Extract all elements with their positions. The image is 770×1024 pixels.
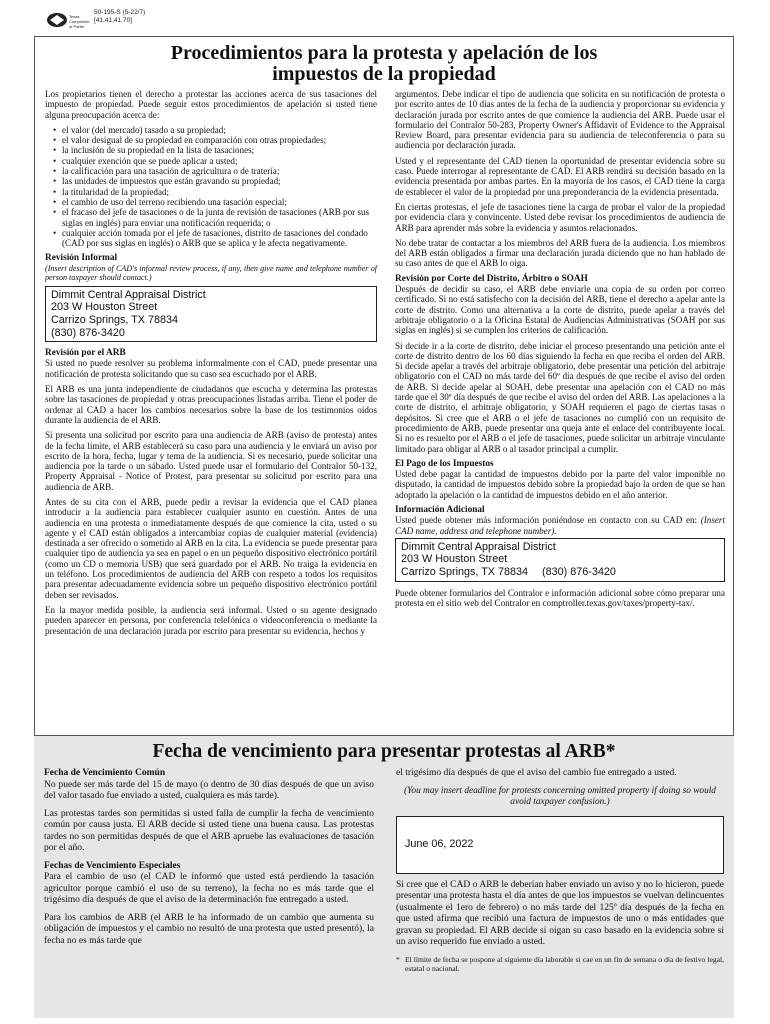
cad-address-box [45, 286, 377, 342]
comptroller-info-paragraph: Puede obtener formularios del Contralor e información adicional sobre cómo preparar una protesta en el sitio web del Contralor en comptroller.texas.gov/taxes/property-tax/. [395, 587, 725, 608]
arb-review-heading: Revisión por el ARB [45, 348, 126, 359]
additional-info-text: Usted puede obtener más información poniéndose en contacto con su CAD en: [395, 515, 698, 526]
court-paragraph: Si decide ir a la corte de distrito, debe iniciar el proceso presentando una petición ante el corte de distrito dentro de los 60 días siguiendo la fecha en que reciba el orden del ARB. Si decide apelar a través del arbitraje obligatorio, debe presentar una petición del arbitraje obligatorio con el CAD no más tarde del 60º día después de que recibe el aviso del orden de ARB. Si decide apelar al SOAH, debe presentar una apelación con el CAD no más tarde que el 30º día después de que recibe el aviso del orden del ARB. Las apelaciones a la corte de distrito, el arbitraje obligatorio, y SOAH requieren el pago de ciertas tasas o depósitos. Si cree que el ARB o el jefe de tasaciones no cumplió con un requisito de procedimiento de ARB, puede presentar una queja ante el enlace del contribuyente local. Si no es resuelto por el ARB o el jefe de tasaciones, puede solicitar un arbitraje vinculante limitado para obligar al ARB o al tasador principal a cumplir. [395, 340, 725, 454]
concern-item: • el fracaso del jefe de tasaciones o de la junta de revisión de tasaciones (ARB por sus siglas en inglés) para enviar una notificación requerida; o [53, 207, 377, 228]
svg-text:of Public: of Public [69, 24, 85, 29]
arb-paragraph: El ARB es una junta independiente de ciudadanos que escucha y determina las protestas sobre las tasaciones de propiedad y otras preocupaciones listadas arriba. Tiene el poder de ordenar al CAD a hacer los cambios necesarios sobre la base de los testimonios oídos durante la audiencia de el ARB. [45, 384, 377, 425]
footnote-text: El límite de fecha se pospone al siguiente día laborable si cae en un fin de semana o día de festivo legal, estatal o nacional. [405, 954, 724, 973]
cad-city: Carrizo Springs, TX 78834 [51, 313, 179, 326]
svg-text:Comptroller: Comptroller [69, 19, 90, 24]
cad-contact-box [395, 538, 725, 582]
arb-paragraph: Si presenta una solicitud por escrito para una audiencia de ARB (aviso de protesta) antes de la fecha límite, el ARB establecerá su caso para una audiencia y le enviará un aviso por escrito de la hora, fecha, lugar y tema de la audiencia. Si es necesario, puede solicitar una audiencia por la tarde o un sábado. Usted puede usar el formulario del Contralor 50-132, Property Appraisal - Notice of Protest, para presentar su solicitud por escrito para una audiencia de ARB. [45, 430, 377, 492]
cad-city: Carrizo Springs, TX 78834 [401, 566, 529, 579]
page-title-line2: impuestos de la propiedad [272, 63, 496, 85]
hearing-paragraph: Usted y el representante del CAD tienen la oportunidad de presentar evidencia sobre su caso. Puede interrogar al representante de CAD. El ARB rendirá su decisión basado en la evidencia presentada por ambas partes. En la mayoría de los casos, el CAD tiene la carga de establecer el valor de la propiedad por una preponderancia de la evidencia presentada. [395, 155, 725, 197]
footnote-marker: * [396, 954, 400, 964]
svg-text:Texas: Texas [69, 14, 80, 19]
right-column [395, 89, 725, 613]
hearing-paragraph: En ciertas protestas, el jefe de tasaciones tiene la carga de probar el valor de la propiedad por evidencia clara y convincente. Usted debe revisar los procedimientos de audiencia de ARB para aprender más sobre la evidencia y asuntos relacionados. [395, 201, 725, 233]
cad-phone: (830) 876-3420 [51, 326, 125, 339]
court-paragraph: Después de decidir su caso, el ARB debe enviarle una copia de su orden por correo certificado. Si no está satisfecho con la decisión del ARB, tiene el derecho a apelar ante la corte de distrito. Como una alternativa a la corte de distrito, puede apelar a través del arbitraje obligatorio o a la Oficina Estatal de Audiencias Administrativas (SOAH por sus siglas en inglés) si se cumplen los criterios de calificación. [395, 284, 725, 336]
cad-name: Dimmit Central Appraisal District [51, 288, 206, 301]
concern-item: • el cambio de uso del terreno recibiendo una tasación especial; [53, 197, 377, 207]
additional-info-heading: Información Adicional [395, 504, 485, 515]
cad-street: 203 W Houston Street [51, 301, 158, 314]
tax-payment-paragraph: Usted debe pagar la cantidad de impuestos debido por la parte del valor imponible no disputado, la cantidad de impuestos debido sobre la propiedad bajo la orden de que se han adoptado la apelación o la cantidad de impuestos debido en el año anterior. [395, 469, 725, 500]
procedures-section [34, 36, 734, 736]
page-title [35, 43, 733, 85]
omitted-property-note: (You may insert deadline for protests concerning omitted property if doing so would avoid taxpayer confusion.) [404, 785, 716, 807]
intro-paragraph: Los propietarios tienen el derecho a protestar las acciones acerca de sus tasaciones del impuesto de propiedad. Puede seguir estos procedimientos de apelación si usted tiene alguna preocupación acerca de: [45, 89, 377, 120]
special-deadline-continued: el trigésimo día después de que el aviso del cambio fue entregado a usted. [396, 768, 677, 778]
additional-info-note: (Insert CAD name, address and telephone number). [395, 515, 725, 536]
hearing-paragraph: argumentos. Debe indicar el tipo de audiencia que solicita en su notificación de protesta o por escrito antes de 10 días antes de la fecha de la audiencia y proporcionar su evidencia y declaración jurada por escrito antes de que comience la audiencia del ARB. Puede usar el formulario del Contralor 50-283, Property Owner's Affidavit of Evidence to the Appraisal Review Board, para presentar evidencia para su audiencia de teleconferencia o para su audiencia por declaración jurada. [395, 89, 725, 151]
form-code: [41.41,41.70] [94, 17, 132, 24]
deadline-title: Fecha de vencimiento para presentar protestas al ARB* [152, 741, 616, 762]
late-protest-paragraph: Las protestas tardes son permitidas si usted falla de cumplir la fecha de vencimiento común por causa justa. El ARB decide si usted tiene una buena causa. Las protestas tardes no son permitidas después de que el ARB apruebe las evaluaciones de tasación por el año. [44, 808, 374, 853]
left-column [45, 89, 377, 641]
concern-item: • cualquier acción tomada por el jefe de tasaciones, distrito de tasaciones del condado (CAD por sus siglas en inglés) o ARB que se aplica y le afecta negativamente. [53, 228, 377, 249]
deadline-section [34, 736, 734, 1018]
deadline-date-box [396, 816, 724, 874]
concern-item: • cualquier exención que se puede aplicar a usted; [53, 156, 377, 166]
hearing-paragraph: No debe tratar de contactar a los miembros del ARB fuera de la audiencia. Los miembros del ARB están obligados a firmar una declaración jurada diciendo que no han hablado de su caso antes de que el ARB lo oiga. [395, 237, 725, 269]
special-deadline-heading: Fechas de Vencimiento Especiales [44, 860, 181, 871]
cad-street: 203 W Houston Street [401, 553, 508, 566]
special-deadline-paragraph: Para el cambio de uso (el CAD le informó que usted está perdiendo la tasación agricultor porque cambió el uso de su terreno), la fecha no es más tarde que el trigésimo día después de que el aviso de la determinación fue entregado a usted. [44, 872, 374, 905]
cad-phone: (830) 876-3420 [542, 566, 616, 579]
form-number-block [94, 9, 145, 25]
arb-paragraph: En la mayor medida posible, la audiencia será informal. Usted o su agente designado pueden aparecer en persona, por conferencia telefónica o videoconferencia o mediante la presentación de una declaración jurada por escrito para presentar su evidencia, hechos y [45, 604, 377, 636]
cad-name: Dimmit Central Appraisal District [401, 540, 556, 553]
concern-list [53, 125, 377, 249]
deadline-left-column [44, 768, 374, 953]
cad-city-phone-row [401, 566, 719, 579]
concern-item: • la calificación para una tasación de agricultura o de tratería; [53, 166, 377, 176]
tax-payment-heading: El Pago de los Impuestos [395, 458, 494, 469]
court-review-heading: Revisión por Corte del Distrito, Árbitro o SOAH [395, 273, 588, 284]
concern-item: • la titularidad de la propiedad; [53, 187, 377, 197]
common-deadline-heading: Fecha de Vencimiento Común [44, 768, 166, 778]
concern-item: • la inclusión de su propiedad en la lista de tasaciones; [53, 145, 377, 155]
common-deadline-paragraph: No puede ser más tarde del 15 de mayo (o dentro de 30 días después de que un aviso del valor tasado fue enviado a usted, cualquiera es más tarde). [44, 779, 374, 801]
informal-review-heading: Revisión Informal [45, 253, 118, 264]
additional-info-paragraph [395, 515, 725, 536]
arb-paragraph: Si usted no puede resolver su problema informalmente con el CAD, puede presentar una notificación de protesta solicitando que su caso sea escuchado por el ARB. [45, 358, 377, 379]
informal-review-note: (Insert description of CAD's informal review process, if any, then give name and telephone number of person taxpayer should contact.) [45, 263, 377, 283]
missing-notice-paragraph: Si cree que el CAD o ARB le deberían haber enviado un aviso y no lo hicieron, puede presentar una protesta hasta el día antes de que los impuestos se vuelvan delincuentes (usualmente el 1ero de febrero) o no más tarde del 125º día después de la fecha en que usted afirma que recibió una factura de impuestos de uno o más entidades que gravan su propiedad. El ARB decide si oigan su caso basado en la evidencia sobre si un aviso requerido fue enviado a usted. [396, 879, 724, 947]
deadline-footnote [396, 955, 724, 973]
deadline-right-column [396, 768, 724, 973]
concern-item: • el valor (del mercado) tasado a su propiedad; [53, 125, 377, 135]
concern-item: • las unidades de impuestos que están gravando su propiedad; [53, 176, 377, 186]
concern-item: • el valor desigual de su propiedad en comparación con otras propiedades; [53, 135, 377, 145]
comptroller-logo [46, 10, 90, 30]
special-deadline-paragraph: Para los cambios de ARB (el ARB le ha informado de un cambio que aumenta su obligación de impuestos y el cambio no resultó de una protesta que usted presentó), la fecha no es más tarde que [44, 912, 374, 946]
form-number: 50-195-S (5-22/7) [94, 9, 146, 16]
arb-paragraph: Antes de su cita con el ARB, puede pedir a revisar la evidencia que el CAD planea introducir a la audiencia para establecer cualquier asunto en cuestión. Antes de una audiencia en una protesta o inmediatamente después de que comience la cita, usted o su agente y el CAD están obligados a intercambiar copias de cualquier material (evidencia) destinada a ser ofrecido o sometido al ARB en la cita. La evidencia se puede presentar para cualquier tipo de audiencia ya sea en papel o en un pequeño dispositivo electrónico portátil (como un CD o memoria USB) que será guardado por el ARB. No traiga la evidencia en un teléfono. Los procedimientos de audiencia del ARB con respeto a todos los requisitos para presentar adecuadamente evidencia sobre un pequeño dispositivo electrónico portátil deben ser revisados. [45, 496, 377, 600]
deadline-date: June 06, 2022 [405, 837, 474, 850]
page-title-line1: Procedimientos para la protesta y apelación de los [170, 42, 598, 64]
